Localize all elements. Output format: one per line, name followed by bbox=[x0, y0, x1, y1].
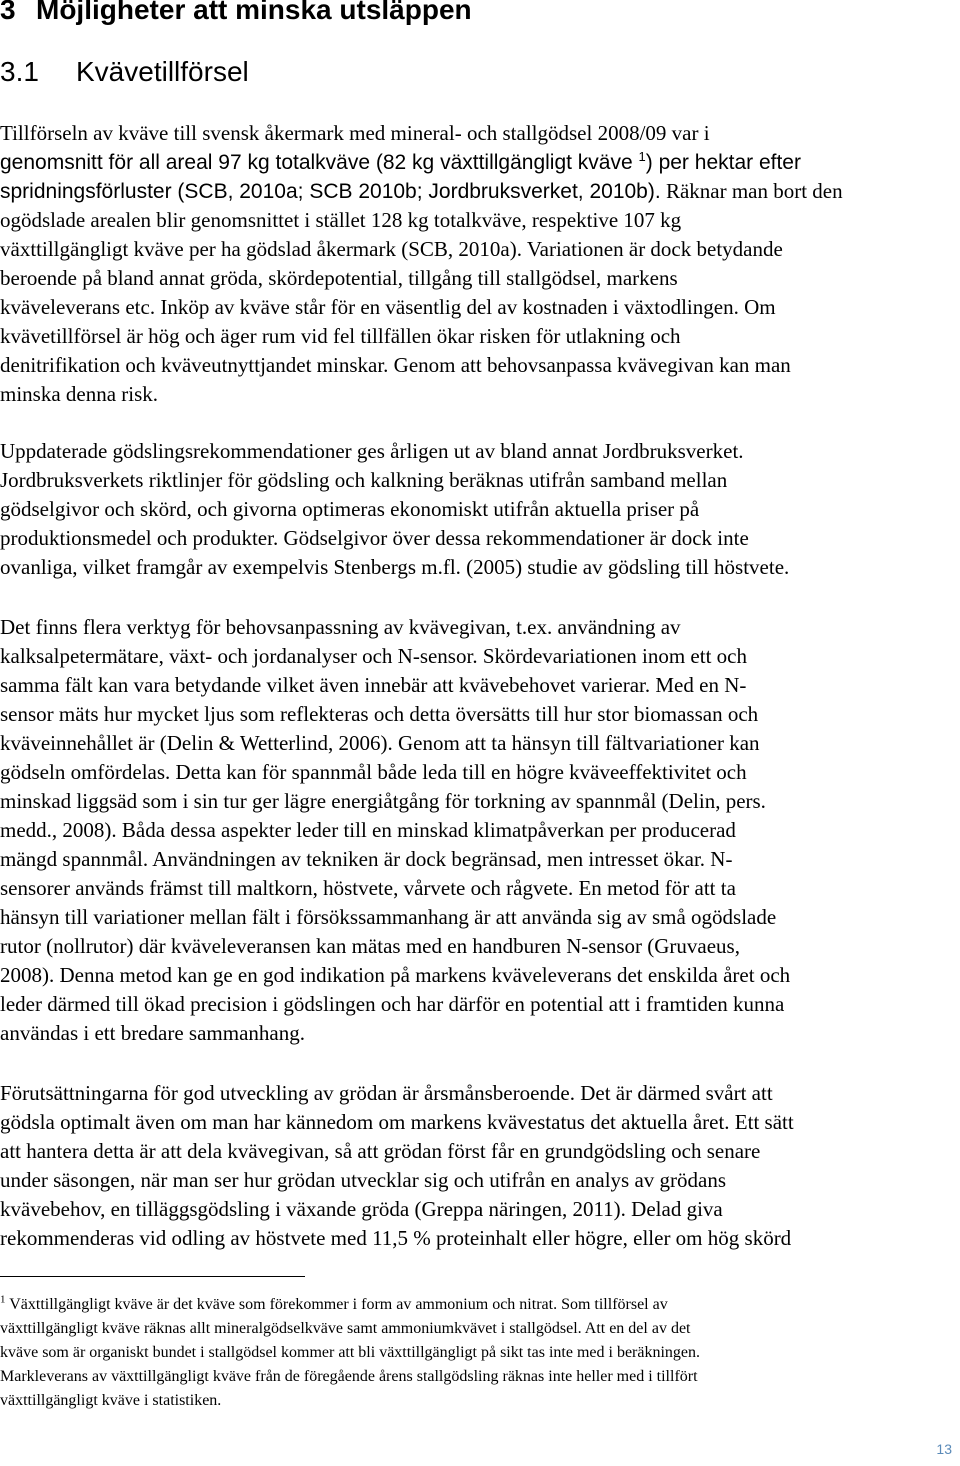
paragraph-line: gödseln omfördelas. Detta kan för spannmål både leda till en högre kväveeffektivitet och bbox=[0, 760, 747, 784]
paragraph-line: denitrifikation och kväveutnyttjandet minskar. Genom att behovsanpassa kvävegivan kan man bbox=[0, 353, 791, 377]
section-number: 3.1 bbox=[0, 56, 39, 87]
footnote-separator bbox=[0, 1276, 305, 1277]
paragraph-line: under säsongen, när man ser hur grödan utvecklar sig och utifrån en analys av grödans bbox=[0, 1168, 727, 1192]
paragraph-line: ogödslade arealen blir genomsnittet i stället 128 kg totalkväve, respektive 107 kg bbox=[0, 208, 682, 232]
chapter-number: 3 bbox=[0, 0, 16, 25]
paragraph-line: mängd spannmål. Användningen av tekniken är dock begränsad, men intresset ökar. N- bbox=[0, 847, 733, 871]
paragraph-line: Jordbruksverkets riktlinjer för gödsling och kalkning beräknas utifrån samband mellan bbox=[0, 468, 728, 492]
footnote bbox=[0, 1293, 960, 1413]
paragraph-line: användas i ett bredare sammanhang. bbox=[0, 1021, 305, 1045]
line-text: genomsnitt för all areal 97 kg totalkväve (82 kg växttillgängligt kväve bbox=[0, 151, 639, 174]
paragraph-line: Uppdaterade gödslingsrekommendationer ges årligen ut av bland annat Jordbruksverket. bbox=[0, 439, 744, 463]
paragraph-line: rekommenderas vid odling av höstvete med 11,5 % proteinhalt eller högre, eller om hög skörd bbox=[0, 1226, 792, 1250]
paragraph-line: ovanliga, vilket framgår av exempelvis Stenbergs m.fl. (2005) studie av gödsling till höstvete. bbox=[0, 555, 790, 579]
page-number: 13 bbox=[936, 1441, 952, 1457]
paragraph-line: medd., 2008). Båda dessa aspekter leder till en minskad klimatpåverkan per producerad bbox=[0, 818, 736, 842]
paragraph-line: sensor mäts hur mycket ljus som reflekteras och detta översätts till hur stor biomassan och bbox=[0, 702, 759, 726]
paragraph-line: gödsla optimalt även om man har kännedom om markens kvävestatus det aktuella året. Ett sätt bbox=[0, 1110, 794, 1134]
paragraph-line: kvävebehov, en tilläggsgödsling i växande gröda (Greppa näringen, 2011). Delad giva bbox=[0, 1197, 723, 1221]
paragraph-line: beroende på bland annat gröda, skördepotential, tillgång till stallgödsel, markens bbox=[0, 266, 678, 290]
line-text: spridningsförluster (SCB, 2010a; SCB 2010b; Jordbruksverket, 2010b). bbox=[0, 180, 661, 203]
paragraph-line: gödselgivor och skörd, och givorna optimeras ekonomiskt utifrån aktuella priser på bbox=[0, 497, 700, 521]
footnote-ref[interactable]: 1 bbox=[638, 149, 646, 164]
paragraph-line: rutor (nollrutor) där kväveleveransen kan mätas med en handburen N-sensor (Gruvaeus, bbox=[0, 934, 740, 958]
paragraph-line: hänsyn till variationer mellan fält i försökssammanhang är att använda sig av små ogödslade bbox=[0, 905, 777, 929]
paragraph-line: kalksalpetermätare, växt- och jordanalyser och N-sensor. Skördevariationen inom ett och bbox=[0, 644, 747, 668]
paragraph-line: Tillförseln av kväve till svensk åkermark med mineral- och stallgödsel 2008/09 var i bbox=[0, 121, 710, 145]
paragraph-line: minskad liggsäd som i sin tur ger lägre energiåtgång för torkning av spannmål (Delin, pers. bbox=[0, 789, 766, 813]
line-text: Växttillgängligt kväve är det kväve som förekommer i form av ammonium och nitrat. Som tillförsel av bbox=[5, 1296, 668, 1313]
paragraph-line: kväveinnehållet är (Delin & Wetterlind, 2006). Genom att ta hänsyn till fältvariationer kan bbox=[0, 731, 760, 755]
paragraph-3 bbox=[0, 613, 960, 1048]
paragraph-line: minska denna risk. bbox=[0, 382, 159, 406]
paragraph-line bbox=[0, 148, 960, 177]
paragraph-line: kväveleverans etc. Inköp av kväve står för en väsentlig del av kostnaden i växtodlingen. Om bbox=[0, 295, 776, 319]
chapter-title: Möjligheter att minska utsläppen bbox=[36, 0, 472, 25]
footnote-line: Markleverans av växttillgängligt kväve från de föregående årens stallgödsling räknas inte heller med i tillfört bbox=[0, 1368, 698, 1385]
section-title: Kvävetillförsel bbox=[76, 56, 249, 87]
chapter-heading bbox=[0, 0, 472, 26]
footnote-line: kväve som är organiskt bundet i stallgödsel kommer att bli växttillgängligt på sikt tas inte med i beräkningen. bbox=[0, 1344, 701, 1361]
paragraph-line: 2008). Denna metod kan ge en god indikation på markens kväveleverans det enskilda året och bbox=[0, 963, 791, 987]
paragraph-line: samma fält kan vara betydande vilket även innebär att kvävebehovet varierar. Med en N- bbox=[0, 673, 747, 697]
paragraph-line: kvävetillförsel är hög och äger rum vid fel tillfällen ökar risken för utlakning och bbox=[0, 324, 681, 348]
line-text: Räknar man bort den bbox=[660, 179, 843, 203]
footnote-marker: 1 bbox=[0, 1293, 6, 1306]
footnote-line bbox=[0, 1293, 960, 1317]
paragraph-4 bbox=[0, 1079, 960, 1253]
section-heading bbox=[0, 56, 249, 88]
footnote-line: växttillgängligt kväve räknas allt mineralgödselkväve samt ammoniumkvävet i stallgödsel. Att en del av det bbox=[0, 1320, 691, 1337]
paragraph-line: Det finns flera verktyg för behovsanpassning av kvävegivan, t.ex. användning av bbox=[0, 615, 681, 639]
paragraph-line: växttillgängligt kväve per ha gödslad åkermark (SCB, 2010a). Variationen är dock betydande bbox=[0, 237, 783, 261]
paragraph-line: sensorer används främst till maltkorn, höstvete, vårvete och rågvete. En metod för att ta bbox=[0, 876, 736, 900]
paragraph-line: produktionsmedel och produkter. Gödselgivor över dessa rekommendationer är dock inte bbox=[0, 526, 749, 550]
paragraph-1 bbox=[0, 119, 960, 409]
paragraph-2 bbox=[0, 437, 960, 582]
paragraph-line: Förutsättningarna för god utveckling av grödan är årsmånsberoende. Det är därmed svårt att bbox=[0, 1081, 773, 1105]
paragraph-line: leder därmed till ökad precision i gödslingen och har därför en potential att i framtiden kunna bbox=[0, 992, 785, 1016]
line-text: ) per hektar efter bbox=[645, 151, 801, 174]
paragraph-line: att hantera detta är att dela kvävegivan, så att grödan först får en grundgödsling och senare bbox=[0, 1139, 761, 1163]
footnote-line: växttillgängligt kväve i statistiken. bbox=[0, 1392, 222, 1409]
paragraph-line bbox=[0, 177, 960, 206]
